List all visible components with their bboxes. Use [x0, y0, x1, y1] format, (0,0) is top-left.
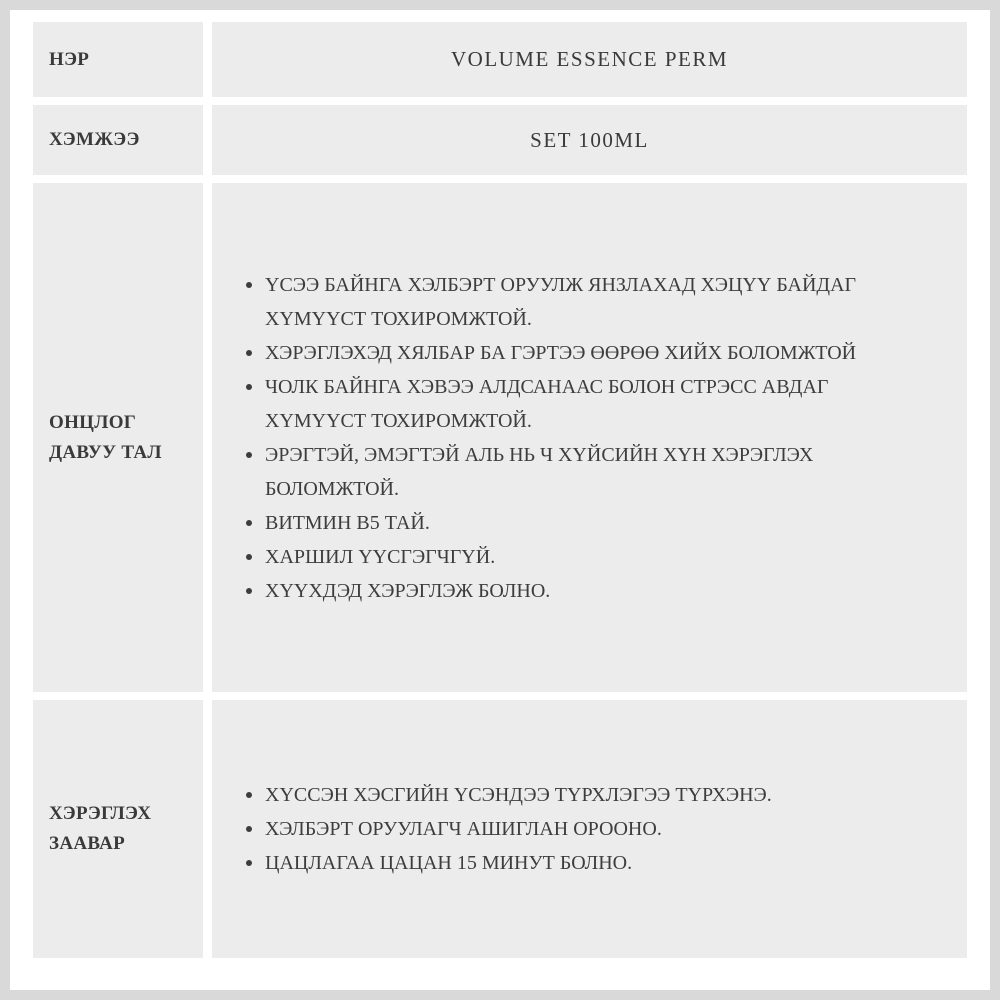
row-features-value-cell: [212, 183, 967, 692]
row-instructions-value-cell: [212, 700, 967, 958]
bullet-item: ВИТМИН В5 ТАЙ.: [245, 506, 922, 540]
bullet-item: ХАРШИЛ ҮҮСГЭГЧГҮЙ.: [245, 540, 922, 574]
bullet-item: ХЭРЭГЛЭХЭД ХЯЛБАР БА ГЭРТЭЭ ӨӨРӨӨ ХИЙХ БОЛОМЖТОЙ: [245, 336, 922, 370]
row-instructions-label-cell: [33, 700, 203, 958]
row-name-label-cell: [33, 22, 203, 97]
bullet-item: ЦАЦЛАГАА ЦАЦАН 15 МИНУТ БОЛНО.: [245, 846, 922, 880]
row-instructions-label: ХЭРЭГЛЭХ ЗААВАР: [49, 803, 152, 854]
row-features-label-cell: [33, 183, 203, 692]
row-size-value-cell: [212, 105, 967, 175]
instructions-list: [212, 778, 967, 880]
product-size: SET 100ML: [530, 127, 649, 152]
bullet-item: ХҮҮХДЭД ХЭРЭГЛЭЖ БОЛНО.: [245, 574, 922, 608]
row-name-value-cell: [212, 22, 967, 97]
row-size-label: ХЭМЖЭЭ: [49, 129, 140, 150]
row-size-label-cell: [33, 105, 203, 175]
spec-table: [33, 22, 967, 958]
bullet-item: ЭРЭГТЭЙ, ЭМЭГТЭЙ АЛЬ НЬ Ч ХҮЙСИЙН ХҮН ХЭРЭГЛЭХ БОЛОМЖТОЙ.: [245, 438, 922, 506]
product-name: VOLUME ESSENCE PERM: [450, 47, 729, 71]
row-name-label: НЭР: [49, 48, 90, 70]
bullet-item: ҮСЭЭ БАЙНГА ХЭЛБЭРТ ОРУУЛЖ ЯНЗЛАХАД ХЭЦҮҮ БАЙДАГ ХҮМҮҮСТ ТОХИРОМЖТОЙ.: [245, 268, 922, 336]
features-list: [212, 268, 967, 608]
row-features-label: ОНЦЛОГ ДАВУУ ТАЛ: [49, 411, 162, 463]
bullet-item: ХҮССЭН ХЭСГИЙН ҮСЭНДЭЭ ТҮРХЛЭГЭЭ ТҮРХЭНЭ.: [245, 778, 922, 812]
bullet-item: ХЭЛБЭРТ ОРУУЛАГЧ АШИГЛАН ОРООНО.: [245, 812, 922, 846]
bullet-item: ЧОЛК БАЙНГА ХЭВЭЭ АЛДСАНААС БОЛОН СТРЭСС АВДАГ ХҮМҮҮСТ ТОХИРОМЖТОЙ.: [245, 370, 922, 438]
